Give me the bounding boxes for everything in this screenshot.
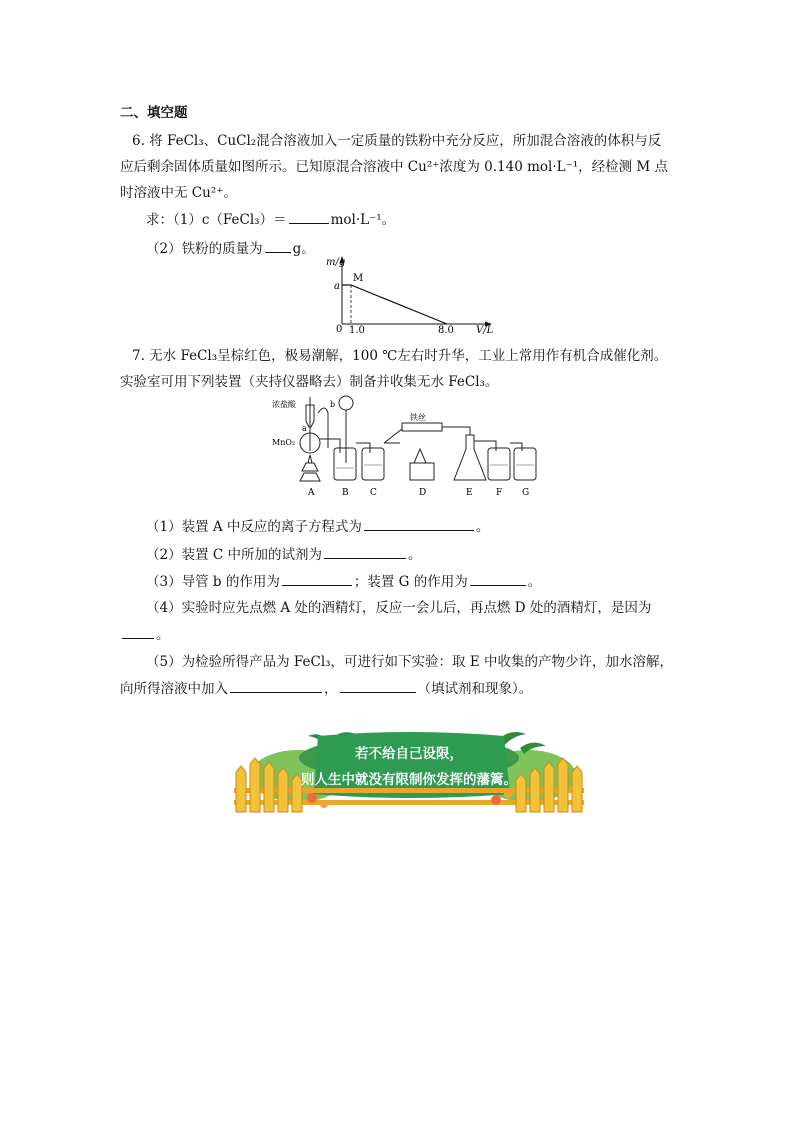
q7-sub4-suffix: 。 (156, 627, 170, 643)
q6-sub2-suffix: g。 (292, 241, 315, 257)
q7-sub5-line-2 (120, 678, 532, 699)
label-a: a (302, 424, 307, 433)
q7-sub3-blank-2[interactable] (470, 571, 526, 586)
q6-line-2: 应后剩余固体质量如图所示。已知原混合溶液中 Cu²⁺浓度为 0.140 mol·L⁻¹，经检测 M 点 (120, 159, 669, 175)
q6-line-1: 6. 将 FeCl₃、CuCl₂混合溶液加入一定质量的铁粉中充分反应，所加混合溶液的体积与反 (132, 133, 662, 149)
bottle-f (488, 448, 510, 480)
q7-sub5-blank-2[interactable] (340, 678, 416, 693)
letter-a: A (308, 488, 315, 498)
q7-sub5-suffix: （填试剂和现象）。 (417, 681, 533, 697)
q7-sub2-prefix: （2）装置 C 中所加的试剂为 (146, 547, 323, 563)
graph-m-label: M (353, 273, 364, 284)
q7-sub5-blank-1[interactable] (230, 678, 322, 693)
q6-line-3: 时溶液中无 Cu²⁺。 (120, 185, 237, 201)
lamp-a (302, 463, 318, 471)
q7-sub4-line-2 (120, 624, 170, 645)
apparatus-diagram (270, 393, 545, 503)
graph-a-label: a (334, 281, 340, 292)
letter-e: E (466, 488, 473, 498)
banner-line-2: 则人生中就没有限制你发挥的藩篱。 (301, 772, 517, 788)
q7-sub5-comma: ， (324, 681, 338, 697)
graph-x-label: V/L (476, 325, 494, 336)
q7-sub1-suffix: 。 (475, 519, 490, 535)
motivational-banner (228, 728, 590, 814)
q6-sub1 (146, 209, 395, 230)
lamp-stand-d (410, 463, 434, 480)
graph-mass-line (342, 285, 447, 324)
q7-sub3-prefix: （3）导管 b 的作用为 (146, 574, 280, 590)
q7-line-2: 实验室可用下列装置（夹持仪器略去）制备并收集无水 FeCl₃。 (120, 374, 499, 390)
conical-flask-e (454, 435, 486, 480)
bottle-c (362, 448, 384, 480)
tube-ef (474, 441, 496, 451)
label-mno2: MnO₂ (272, 438, 296, 447)
q7-sub2 (146, 544, 422, 565)
b-top-bulb (339, 396, 353, 410)
q7-sub4-line-1: （4）实验时应先点燃 A 处的酒精灯，反应一会儿后，再点燃 D 处的酒精灯，是因为 (146, 600, 652, 616)
label-iron: 铁丝 (410, 413, 426, 422)
section-title: 二、填空题 (120, 105, 188, 121)
bottle-b (334, 448, 356, 480)
bottle-g (514, 448, 536, 480)
letter-b: B (342, 488, 349, 498)
q7-sub3-mid: ；装置 G 的作用为 (353, 574, 468, 590)
tube-ab (320, 439, 340, 453)
q6-graph (320, 252, 500, 336)
q6-sub1-suffix: mol·L⁻¹。 (330, 212, 396, 228)
graph-x2-label: 8.0 (438, 325, 454, 336)
tube-cd-2 (384, 429, 402, 443)
q7-sub2-suffix: 。 (408, 547, 422, 563)
label-acid: 浓盐酸 (272, 400, 296, 409)
q7-sub5-line-1: （5）为检验所得产品为 FeCl₃，可进行如下实验：取 E 中收集的产物少许，加水溶解， (146, 654, 673, 670)
q7-sub1 (146, 516, 489, 537)
tube-fg (510, 443, 522, 451)
q6-sub1-blank[interactable] (289, 209, 329, 224)
q6-sub1-prefix: 求：（1）c（FeCl₃）＝ (146, 212, 287, 228)
letter-f: F (496, 488, 503, 498)
q6-sub2 (146, 238, 315, 259)
letter-g: G (522, 488, 530, 498)
q7-sub5-prefix: 向所得溶液中加入 (120, 681, 228, 697)
q7-sub3 (146, 571, 541, 592)
q7-sub3-suffix: 。 (527, 574, 542, 590)
graph-x1-label: 1.0 (349, 325, 365, 336)
q7-sub3-blank-1[interactable] (282, 571, 352, 586)
q7-sub1-blank[interactable] (364, 516, 474, 531)
label-b: b (330, 400, 336, 409)
q6-sub2-blank[interactable] (265, 238, 291, 253)
lamp-d (414, 449, 426, 463)
lamp-a-base (300, 473, 320, 481)
q7-sub2-blank[interactable] (324, 544, 406, 559)
banner-line-1: 若不给自己设限， (355, 746, 463, 762)
graph-origin-label: 0 (336, 324, 343, 335)
q7-sub1-prefix: （1）装置 A 中反应的离子方程式为 (146, 519, 362, 535)
letter-d: D (419, 488, 427, 498)
iron-tube-d (402, 423, 442, 431)
q6-sub2-prefix: （2）铁粉的质量为 (146, 241, 263, 257)
q7-sub4-blank[interactable] (122, 624, 154, 639)
tube-de (442, 427, 470, 435)
letter-c: C (370, 488, 377, 498)
q7-line-1: 7. 无水 FeCl₃呈棕红色，极易潮解，100 ℃左右时升华，工业上常用作有机合成催化剂。 (132, 348, 668, 364)
flame-a (308, 455, 312, 463)
graph-y-label: m/g (326, 257, 346, 268)
